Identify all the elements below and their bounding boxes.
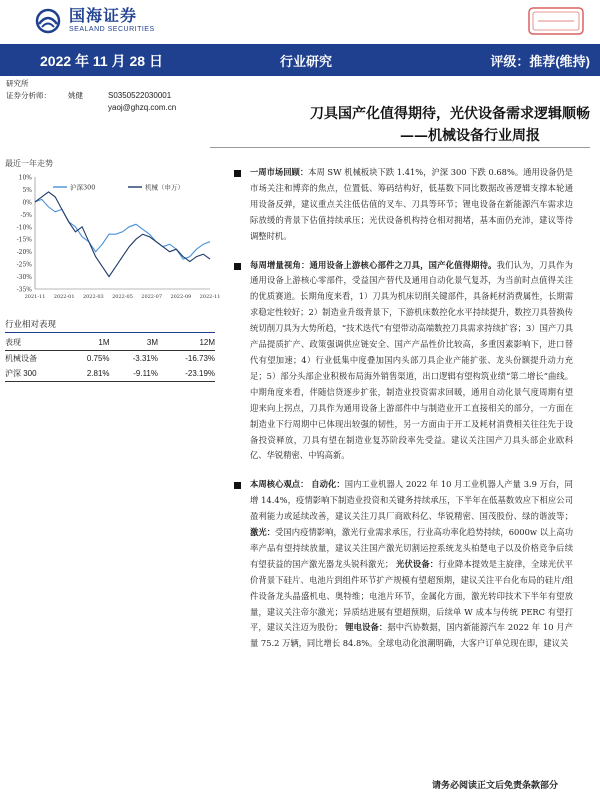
relative-performance: [5, 318, 215, 382]
sub-heading: 激光：: [250, 527, 276, 538]
chart-title: 最近一年走势: [5, 159, 53, 168]
analyst-role: 证券分析师：: [6, 91, 51, 100]
y-tick-label: 0%: [22, 199, 32, 207]
sub-heading: 锂电设备：: [345, 622, 388, 633]
market-review-paragraph: [228, 165, 573, 245]
report-body: [228, 165, 573, 665]
analyst-name: 姚健: [68, 91, 83, 100]
perf-header-row: [5, 335, 215, 351]
perf-cell: -16.73%: [185, 354, 215, 363]
x-tick-label: 2022-01: [53, 294, 75, 300]
sealand-logo-icon: [33, 8, 63, 34]
series-line-1: [35, 192, 210, 277]
y-tick-label: -15%: [16, 236, 32, 244]
core-view-paragraph: [228, 477, 573, 652]
disclaimer-footer: 请务必阅读正文后免责条款部分: [431, 781, 558, 791]
perf-header: 1M: [66, 335, 109, 351]
report-type: 行业研究: [280, 54, 333, 69]
y-tick-label: -35%: [16, 286, 32, 294]
x-tick-label: 2022-11: [199, 294, 221, 300]
watermark-stamp-icon: [526, 4, 586, 40]
para-text: 行业降本提效是主旋律，全球光伏平价背景下硅片、电池片到组件环节扩产规模有望超预期，建议关注平台化布局的硅片/组件设备龙头晶盛机电、奥特维；电池片环节，金属化方面，激光转印技术下半年有望放量，建议关注帝尔激光；异质结进展有望超预期，后续单 W 成本与传统 PERC 有望打平，建议关注迈为股份；: [250, 558, 573, 633]
x-tick-label: 2021-11: [24, 294, 46, 300]
report-title: 刀具国产化值得期待，光伏设备需求逻辑顺畅: [310, 106, 590, 122]
perf-header: 3M: [110, 335, 158, 351]
y-tick-label: -20%: [16, 249, 32, 257]
para-text: 本周 SW 机械板块下跌 1.41%，沪深 300 下跌 0.68%。通用设备仍是市场关注和博弈的焦点，位置低、筹码结构好，低基数下同比数据改善逻辑支撑本轮通用设备反弹，建议重点关注低估值的叉车、刀具等环节；锂电设备在新能源汽车需求边际放缓的背景下估值持续承压；光伏设备机构持仓相对拥堵，基本面仍充沛，建议等待调整时机。: [250, 167, 573, 241]
company-logo: [33, 8, 155, 34]
legend-label: 沪深300: [70, 183, 96, 192]
perf-header: 12M: [158, 335, 215, 351]
para-heading: 一周市场回顾：: [250, 167, 309, 177]
y-tick-label: -5%: [20, 211, 32, 219]
report-header: [0, 0, 600, 44]
report-date: 2022 年 11 月 28 日: [40, 53, 163, 69]
perf-cell: -9.11%: [110, 366, 158, 382]
y-tick-label: -25%: [16, 261, 32, 269]
legend-label: 机械（申万）: [145, 183, 184, 192]
x-tick-label: 2022-07: [141, 294, 163, 300]
logo-name-en: SEALAND SECURITIES: [69, 25, 155, 33]
para-text: 国内工业机器人 2022 年 10 月工业机器人产量 3.9 万台，同增 14.4%，疫情影响下制造业投资和关键务持续承压，下半年在低基数效应下相应公司盈利能力或延续改善，建议关注刀具厂商欧科亿、华锐精密、国茂股份、绿的谐波等；: [250, 479, 573, 522]
report-rating: 评级：推荐(维持): [490, 54, 590, 69]
perf-title: 行业相对表现: [5, 318, 215, 333]
weekly-view-paragraph: [228, 258, 573, 465]
para-heading: 每周增量视角：通用设备上游核心部件之刀具，国产化值得期待。: [250, 259, 497, 270]
perf-cell: 0.75%: [86, 354, 110, 363]
x-tick-label: 2022-05: [112, 294, 133, 300]
bullet-icon: [234, 482, 241, 489]
perf-cell: 机械设备: [5, 354, 37, 363]
perf-cell: 2.81%: [66, 366, 109, 382]
perf-cell: -23.19%: [158, 366, 215, 382]
y-tick-label: -30%: [16, 274, 32, 282]
para-heading: 本周核心观点：: [250, 479, 309, 490]
perf-cell: 沪深 300: [5, 366, 66, 382]
sub-heading: 自动化：: [311, 479, 345, 490]
trend-chart: [5, 158, 221, 303]
report-subtitle: ——机械设备行业周报: [400, 128, 540, 144]
bullet-icon: [234, 263, 241, 270]
analyst-info: [6, 78, 176, 114]
title-divider: [210, 147, 590, 148]
y-tick-label: -10%: [16, 224, 32, 232]
perf-header: 表现: [5, 335, 66, 351]
logo-name-cn: 国海证券: [69, 7, 138, 25]
para-text: 我们认为，刀具作为通用设备上游核心零部件，受益国产替代及通用自动化景气复苏，为当前时点值得关注的优质赛道。长期角度来看，1）刀具为机床切削关键部件，具备耗材消费属性，长期需求稳定性较好；2）制造业升级背景下，下游机床数控化水平持续提升，数控刀具替换传统切削刀具为大势所趋，“技术迭代”有望带动高端数控刀具需求持续扩容；3）国产刀具产品提质扩产、政策强调供应链安全、国产产品性价比较高，多重因素影响下，进口替代有望加速；4）行业低集中度叠加国内头部刀具企业产能扩张、龙头份额提升动力充足；5）部分头部企业积极布局海外销售渠道，出口逻辑有望构筑业绩“第二增长”曲线。中期角度来看，伴随信贷逐步扩张，制造业投资需求回暖，通用自动化景气度周期有望迎来向上拐点，刀具作为通用设备上游部件中与制造业开工直接相关的部分，一方面在制造业下行周期中已体现出较强的韧性，另一方面由于开工及耗材消费相关往往先于设备投资释放，刀具有望在制造业复苏阶段率先受益。建议关注国产刀具头部企业欧科亿、华锐精密、中钨高新。: [250, 259, 573, 461]
y-tick-label: 10%: [18, 174, 32, 182]
sub-heading: 光伏设备：: [396, 558, 439, 569]
header-bar: [0, 44, 600, 76]
analyst-cert: S0350522030001: [108, 91, 172, 100]
chart-svg: [5, 169, 221, 304]
perf-row: [5, 351, 215, 367]
y-tick-label: 5%: [22, 186, 32, 194]
perf-row: [5, 366, 215, 382]
para-text: 据中汽协数据，国内新能源汽车 2022 年 10 月产量 75.2 万辆，同比增长 84.8%。全球电动化浪潮明确，大客户订单兑现在即，建议关: [250, 622, 573, 649]
x-tick-label: 2022-09: [170, 294, 192, 300]
analyst-email[interactable]: yaoj@ghzq.com.cn: [108, 103, 177, 112]
para-text: 受国内疫情影响，激光行业需求承压，行业高功率化趋势持续，6000w 以上高功率产品有望持续放量，建议关注国产激光切割运控系统龙头柏楚电子以及价格竞争后续有望获益的国产激光器龙头锐科激光；: [250, 527, 573, 569]
bullet-icon: [234, 170, 241, 177]
perf-cell: -3.31%: [132, 354, 158, 363]
institute-label: 研究所: [6, 79, 29, 88]
x-tick-label: 2022-03: [82, 294, 104, 300]
perf-table: [5, 335, 215, 382]
